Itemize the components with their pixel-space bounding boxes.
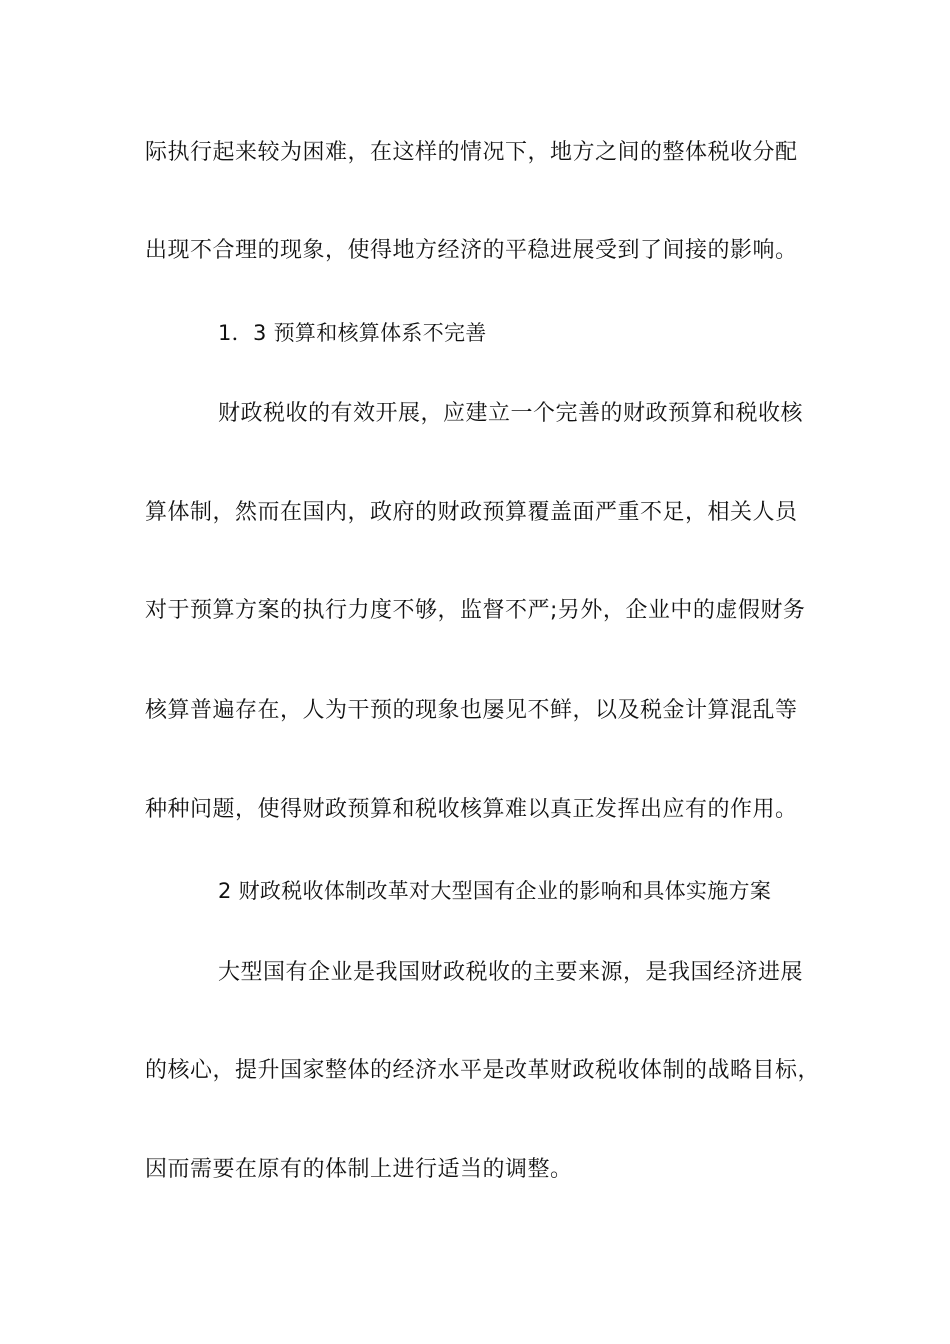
- paragraph-line: 际执行起来较为困难，在这样的情况下，地方之间的整体税收分配: [145, 140, 798, 165]
- paragraph-line: 出现不合理的现象，使得地方经济的平稳进展受到了间接的影响。: [145, 238, 798, 263]
- paragraph-line: 对于预算方案的执行力度不够，监督不严;另外，企业中的虚假财务: [145, 598, 806, 623]
- section-heading: 1．3 预算和核算体系不完善: [218, 321, 487, 345]
- paragraph-line: 核算普遍存在，人为干预的现象也屡见不鲜，以及税金计算混乱等: [145, 698, 798, 723]
- paragraph-line: 财政税收的有效开展，应建立一个完善的财政预算和税收核: [218, 401, 804, 426]
- paragraph-line: 种种问题，使得财政预算和税收核算难以真正发挥出应有的作用。: [145, 797, 798, 822]
- paragraph-line: 因而需要在原有的体制上进行适当的调整。: [145, 1157, 573, 1182]
- paragraph-line: 的核心，提升国家整体的经济水平是改革财政税收体制的战略目标，: [145, 1058, 821, 1083]
- paragraph-line: 大型国有企业是我国财政税收的主要来源，是我国经济进展: [218, 960, 804, 985]
- paragraph-line: 算体制，然而在国内，政府的财政预算覆盖面严重不足，相关人员: [145, 500, 798, 525]
- section-heading: 2 财政税收体制改革对大型国有企业的影响和具体实施方案: [218, 879, 772, 903]
